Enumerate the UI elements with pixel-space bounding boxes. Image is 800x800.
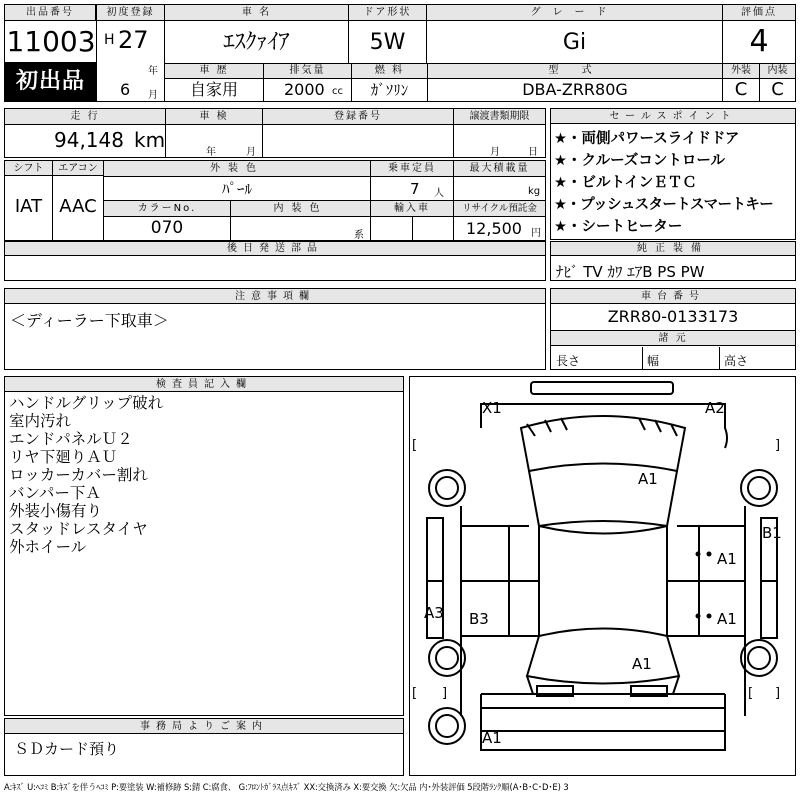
color-number: 070 bbox=[150, 218, 184, 238]
grade: Gi bbox=[562, 30, 587, 55]
legend: A:ｷｽﾞ U:ﾍｺﾐ B:ｷｽﾞを伴うﾍｺﾐ P:要塗装 W:補修跡 S:錆 C:腐食、 G:ﾌﾛﾝﾄｶﾞﾗｽ点ｷｽﾞ XX:交換済み X:要交換 欠:欠品 内･外装評価 5段階ﾗﾝｸ順(A･B･C･D･E) 3 bbox=[4, 782, 569, 792]
transfer-month-unit: 月 bbox=[490, 147, 500, 158]
history-label: 車 歴 bbox=[165, 64, 263, 78]
inspector-line: 外ホイール bbox=[9, 538, 87, 556]
era-letter: H bbox=[104, 32, 115, 48]
interior-color-unit: 系 bbox=[354, 230, 364, 241]
notes: ＜ディーラー下取車＞ bbox=[10, 311, 169, 330]
inspector-line: バンパー下Ａ bbox=[9, 484, 101, 502]
interior-grade-label: 内装 bbox=[760, 64, 795, 78]
damage-mark: A1 bbox=[482, 729, 502, 747]
sales-points-list bbox=[554, 128, 800, 238]
inspector-line: 室内汚れ bbox=[9, 412, 72, 430]
inspector-line: 外装小傷有り bbox=[9, 502, 103, 520]
recycle-fee: 12,500 bbox=[466, 219, 522, 238]
shift-label: シフト bbox=[5, 161, 52, 176]
displacement: 2000 bbox=[284, 80, 325, 99]
damage-mark: B1 bbox=[762, 524, 782, 542]
lot-number: 11003 bbox=[6, 25, 96, 58]
max-load-label: 最大積載量 bbox=[454, 161, 545, 176]
damage-mark: A1 bbox=[638, 470, 658, 488]
registration-month: 6 bbox=[120, 80, 131, 99]
grade-label: グレード bbox=[427, 5, 722, 21]
mileage-label: 走 行 bbox=[5, 109, 165, 124]
capacity-label: 乗車定員 bbox=[371, 161, 453, 176]
interior-color-label: 内装色 bbox=[231, 201, 370, 216]
damage-mark: X1 bbox=[482, 399, 502, 417]
sales-point-item: ★・クルーズコントロール bbox=[554, 153, 726, 169]
fuel: ｶﾞｿﾘﾝ bbox=[370, 81, 409, 99]
capacity: 7 bbox=[410, 180, 420, 198]
chassis-number: ZRR80-0133173 bbox=[607, 307, 739, 326]
damage-mark: A1 bbox=[717, 610, 737, 628]
lot-number-label: 出品番号 bbox=[5, 5, 96, 21]
displacement-label: 排気量 bbox=[264, 64, 351, 78]
score: 4 bbox=[749, 24, 769, 59]
sales-point-item: ★・プッシュスタートスマートキー bbox=[554, 197, 774, 213]
inspector-line: リヤ下廻りＡＵ bbox=[9, 448, 118, 466]
bracket-mark: [ bbox=[412, 438, 418, 453]
car-name-label: 車 名 bbox=[165, 5, 348, 21]
bracket-mark: [ bbox=[748, 686, 754, 701]
first-listing-badge: 初出品 bbox=[5, 62, 96, 101]
genuine-equipment: ﾅﾋﾞ TV ｶﾜ ｴｱB PS PW bbox=[556, 263, 705, 281]
inspector-line: ロッカーカバー割れ bbox=[9, 466, 148, 484]
max-load-unit: kg bbox=[528, 186, 541, 197]
registration-label: 初度登録 bbox=[97, 5, 164, 21]
width-label: 幅 bbox=[647, 354, 660, 368]
car-diagram bbox=[409, 376, 796, 776]
door-type: 5W bbox=[369, 30, 406, 55]
transfer-deadline-label: 譲渡書類期限 bbox=[454, 109, 545, 124]
exterior-grade-label: 外装 bbox=[723, 64, 759, 78]
shift: IAT bbox=[14, 196, 43, 217]
damage-mark: A1 bbox=[632, 655, 652, 673]
inspector-label: 検査員記入欄 bbox=[5, 377, 403, 392]
height-label: 高さ bbox=[724, 354, 749, 368]
damage-mark: A1 bbox=[717, 550, 737, 568]
length-label: 長さ bbox=[556, 354, 581, 368]
inspector-notes bbox=[9, 394, 163, 556]
damage-mark: A2 bbox=[705, 399, 725, 417]
body-color: ﾊﾟｰﾙ bbox=[221, 180, 252, 198]
bracket-mark: ] bbox=[775, 686, 781, 701]
registration-number-label: 登録番号 bbox=[263, 109, 453, 124]
score-label: 評価点 bbox=[723, 5, 795, 21]
bracket-mark: ] bbox=[775, 438, 781, 453]
model-label: 型 式 bbox=[428, 64, 722, 78]
interior-grade: C bbox=[771, 79, 784, 100]
sales-points-label: セールスポイント bbox=[551, 109, 795, 124]
transfer-day-unit: 日 bbox=[528, 147, 538, 158]
bracket-mark: [ bbox=[412, 686, 418, 701]
office-notice: ＳＤカード預り bbox=[14, 740, 120, 758]
office-notice-label: 事務局よりご案内 bbox=[5, 719, 403, 734]
later-parts-label: 後日発送部品 bbox=[5, 242, 545, 256]
registration-year: 27 bbox=[118, 26, 149, 54]
capacity-unit: 人 bbox=[434, 188, 444, 199]
aircon: AAC bbox=[59, 196, 97, 217]
bracket-mark: ] bbox=[442, 686, 448, 701]
inspection-label: 車 検 bbox=[166, 109, 262, 124]
dimensions-label: 諸 元 bbox=[551, 331, 795, 346]
genuine-equipment-label: 純正装備 bbox=[551, 242, 795, 256]
model-code: DBA-ZRR80G bbox=[522, 80, 628, 99]
month-unit: 月 bbox=[148, 90, 158, 101]
mileage-unit: km bbox=[134, 128, 166, 152]
recycle-fee-unit: 円 bbox=[531, 228, 541, 239]
inspector-line: スタッドレスタイヤ bbox=[9, 520, 148, 538]
history: 自家用 bbox=[189, 80, 238, 99]
color-number-label: カラーNo. bbox=[104, 201, 230, 216]
mileage: 94,148 bbox=[54, 128, 124, 152]
notes-label: 注意事項欄 bbox=[5, 289, 545, 304]
inspection-year-unit: 年 bbox=[206, 147, 216, 158]
damage-mark: A3 bbox=[424, 604, 444, 622]
year-unit: 年 bbox=[148, 66, 158, 77]
inspection-month-unit: 月 bbox=[246, 147, 256, 158]
sales-point-item: ★・シートヒーター bbox=[554, 219, 683, 235]
body-color-label: 外装色 bbox=[104, 161, 370, 176]
inspector-line: ハンドルグリップ破れ bbox=[9, 394, 164, 412]
exterior-grade: C bbox=[734, 79, 748, 100]
sales-point-item: ★・ビルトインＥＴＣ bbox=[554, 175, 697, 191]
sales-point-item: ★・両側パワースライドドア bbox=[554, 131, 740, 147]
chassis-number-label: 車台番号 bbox=[551, 289, 795, 304]
car-name: ｴｽｸｧｲｱ bbox=[223, 30, 290, 55]
damage-mark: B3 bbox=[469, 610, 489, 628]
displacement-unit: cc bbox=[332, 86, 343, 97]
aircon-label: エアコン bbox=[53, 161, 103, 176]
door-type-label: ドア形状 bbox=[349, 5, 426, 21]
recycle-fee-label: リサイクル預託金 bbox=[454, 201, 545, 216]
inspector-line: エンドパネルＵ２ bbox=[9, 430, 133, 448]
fuel-label: 燃 料 bbox=[352, 64, 427, 78]
import-label: 輸入車 bbox=[371, 201, 453, 216]
